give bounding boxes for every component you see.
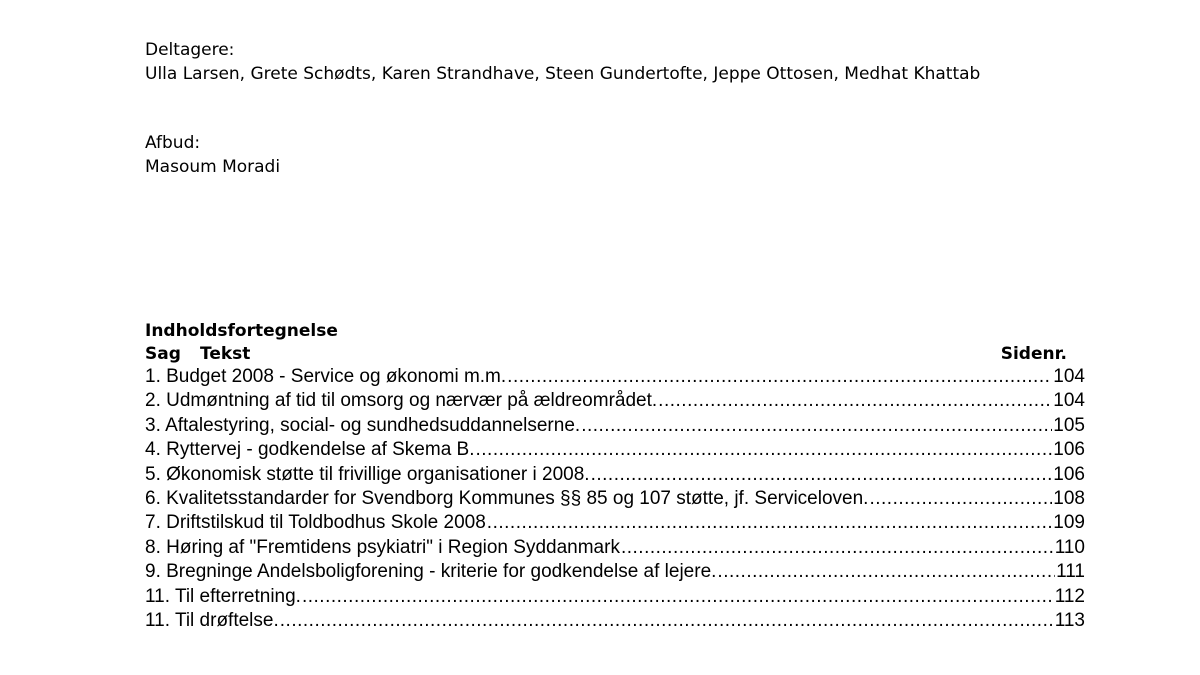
toc-entry-text: 4. Ryttervej - godkendelse af Skema B. (145, 439, 475, 461)
toc-entry[interactable] (145, 487, 1085, 511)
toc-entry[interactable] (145, 365, 1085, 389)
toc-entry-page: 113 (1054, 610, 1085, 632)
toc-entry-leader (487, 511, 1053, 535)
toc-entry[interactable] (145, 414, 1085, 438)
toc-entry-leader (581, 414, 1052, 438)
toc-entry-page: 112 (1054, 585, 1085, 607)
toc-entry-leader (280, 609, 1054, 633)
toc-entry-text: 5. Økonomisk støtte til frivillige organisationer i 2008. (145, 463, 590, 485)
toc-entry-text: 6. Kvalitetsstandarder for Svendborg Kommunes §§ 85 og 107 støtte, jf. Serviceloven. (145, 488, 869, 510)
toc-entry-leader (476, 438, 1053, 462)
participants-names: Ulla Larsen, Grete Schødts, Karen Strandhave, Steen Gundertofte, Jeppe Ottosen, Medhat Khattab (145, 64, 981, 84)
table-of-contents (145, 319, 1085, 633)
toc-entry[interactable] (145, 463, 1085, 487)
absence-names: Masoum Moradi (145, 157, 281, 177)
toc-entry-leader (302, 585, 1054, 609)
absence-section (145, 131, 280, 179)
toc-entry-text: 8. Høring af "Fremtidens psykiatri" i Region Syddanmark (145, 536, 620, 558)
toc-entry-page: 104 (1053, 390, 1085, 412)
toc-entry[interactable] (145, 536, 1085, 560)
toc-entry-page: 105 (1053, 414, 1085, 436)
participants-section (145, 38, 1045, 86)
toc-header (145, 343, 1085, 365)
toc-entry-text: 7. Driftstilskud til Toldbodhus Skole 2008 (145, 512, 486, 534)
toc-entry-leader (658, 389, 1052, 413)
toc-entry[interactable] (145, 511, 1085, 535)
toc-entry-page: 106 (1053, 439, 1085, 461)
toc-entry[interactable] (145, 585, 1085, 609)
toc-entry-leader (869, 487, 1052, 511)
participants-label: Deltagere: (145, 40, 235, 60)
toc-entry-leader (717, 560, 1055, 584)
toc-header-tekst: Tekst (200, 344, 251, 364)
toc-entry-page: 110 (1054, 536, 1085, 558)
toc-header-sidenr: Sidenr. (1000, 344, 1067, 364)
toc-entry-text: 11. Til drøftelse. (145, 610, 279, 632)
toc-entry-leader (507, 365, 1052, 389)
toc-entry[interactable] (145, 560, 1085, 584)
toc-entry-leader (621, 536, 1054, 560)
absence-label: Afbud: (145, 133, 201, 153)
toc-entry-text: 9. Bregninge Andelsboligforening - kriterie for godkendelse af lejere. (145, 561, 717, 583)
toc-entry-text: 11. Til efterretning. (145, 585, 301, 607)
toc-entry-page: 108 (1053, 488, 1085, 510)
toc-entry[interactable] (145, 438, 1085, 462)
toc-entry-page: 104 (1053, 366, 1085, 387)
toc-entry[interactable] (145, 609, 1085, 633)
toc-entry-page: 109 (1053, 512, 1085, 534)
toc-entry-leader (591, 463, 1053, 487)
toc-list (145, 365, 1085, 633)
toc-entry-text: 2. Udmøntning af tid til omsorg og nærvær på ældreområdet. (145, 390, 658, 412)
toc-entry-text: 1. Budget 2008 - Service og økonomi m.m. (145, 366, 507, 387)
toc-header-sag: Sag (145, 344, 181, 364)
toc-entry-page: 111 (1056, 561, 1085, 583)
toc-entry[interactable] (145, 389, 1085, 413)
toc-entry-text: 3. Aftalestyring, social- og sundhedsuddannelserne. (145, 414, 581, 436)
toc-entry-page: 106 (1053, 463, 1085, 485)
toc-title: Indholdsfortegnelse (145, 321, 338, 341)
